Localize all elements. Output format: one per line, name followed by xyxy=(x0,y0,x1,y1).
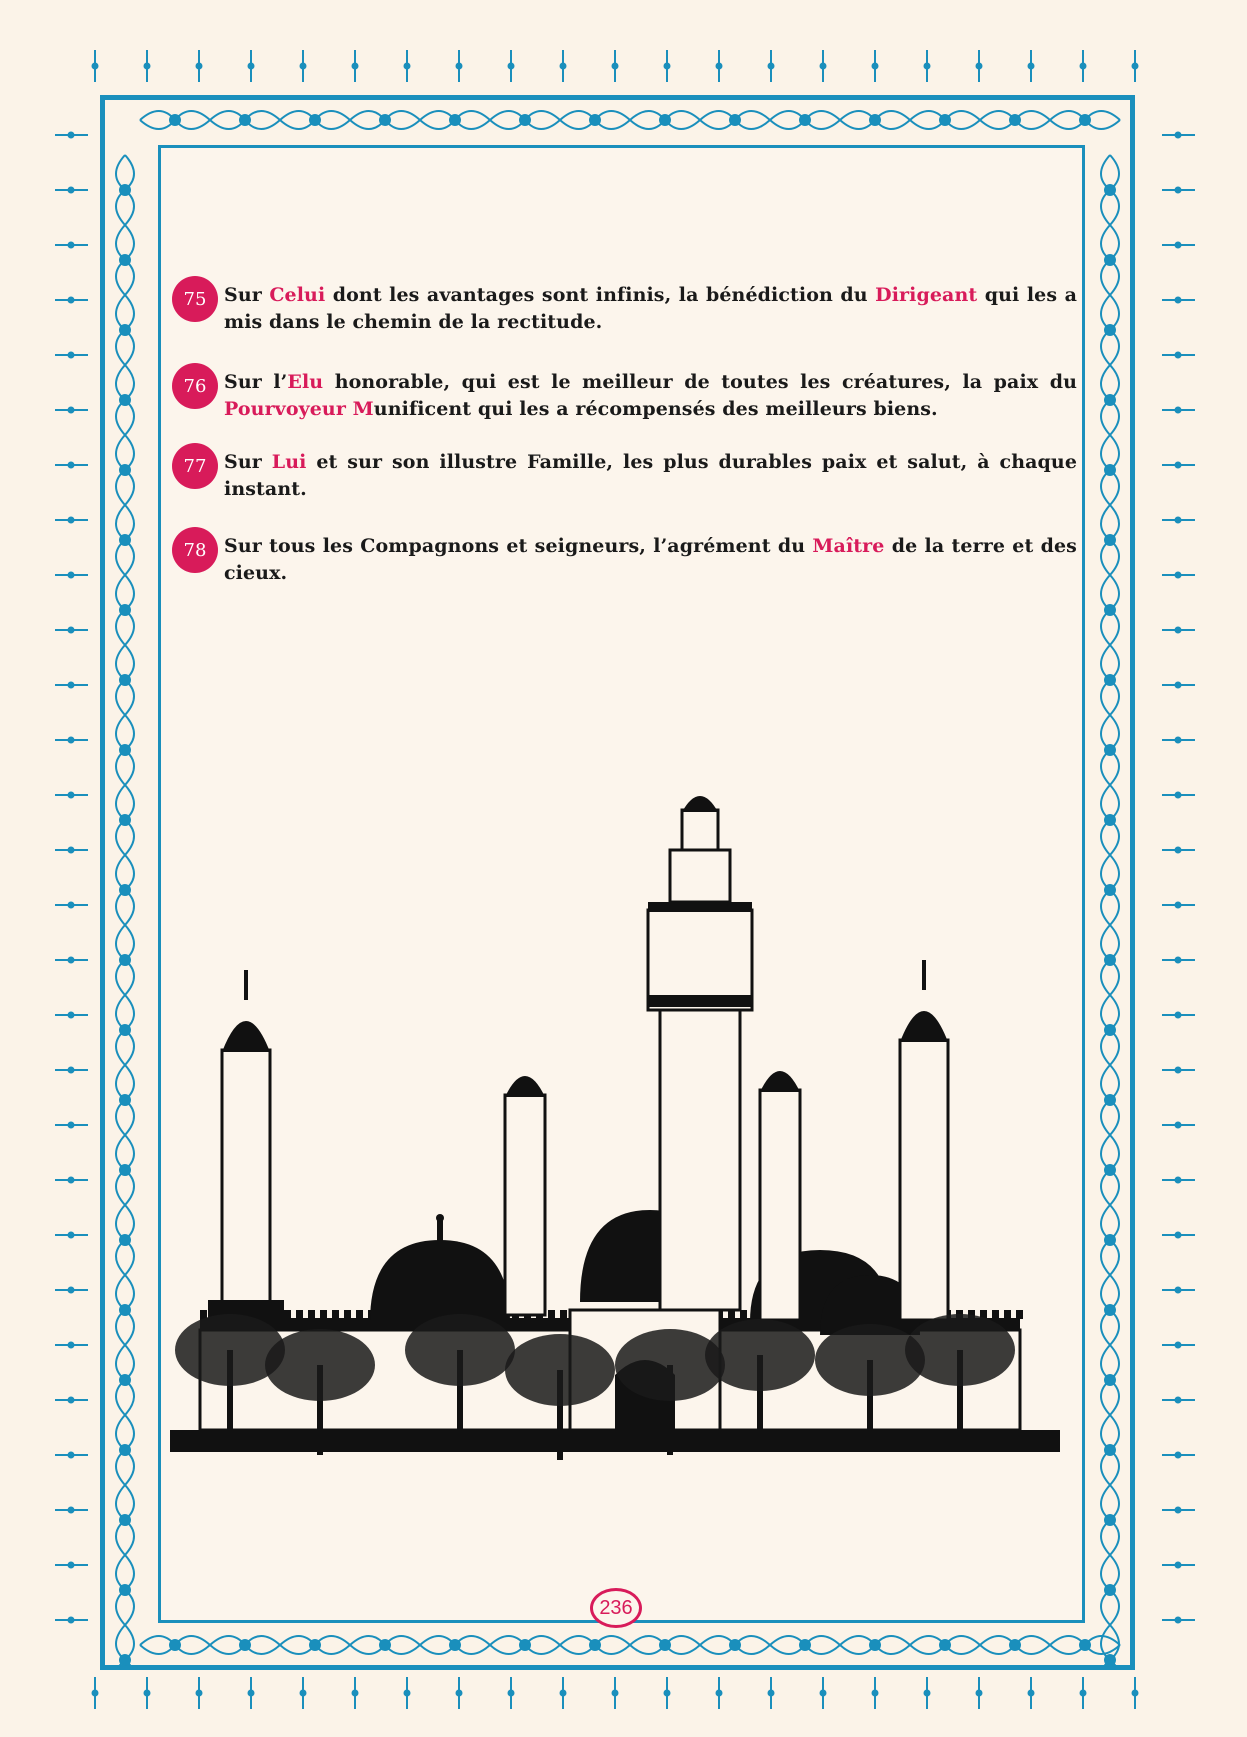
mosque-illustration xyxy=(170,790,1070,1490)
verse-text: Sur tous les Compagnons et seigneurs, l’agrément du Maître de la terre et des cieux. xyxy=(224,535,1077,584)
verse-78 xyxy=(172,533,1077,587)
verse-text: Sur Lui et sur son illustre Famille, les plus durables paix et salut, à chaque instant. xyxy=(224,451,1078,500)
page-number: 236 xyxy=(590,1588,642,1628)
verse-number-badge: 77 xyxy=(172,443,218,489)
verse-text: Sur l’Elu honorable, qui est le meilleur de toutes les créatures, la paix du Pourvoyeur Munificent qui les a récompensés des meilleurs biens. xyxy=(224,371,1077,420)
verse-number-badge: 78 xyxy=(172,527,218,573)
verse-number-badge: 76 xyxy=(172,363,218,409)
top-tick-row xyxy=(0,0,1247,90)
verse-76 xyxy=(172,369,1077,423)
left-tick-column xyxy=(0,0,90,1737)
verse-75 xyxy=(172,282,1077,336)
right-tick-column xyxy=(1157,0,1247,1737)
verse-text: Sur Celui dont les avantages sont infinis, la bénédiction du Dirigeant qui les a mis dans le chemin de la rectitude. xyxy=(224,284,1077,333)
verse-77 xyxy=(172,449,1077,503)
verse-number-badge: 75 xyxy=(172,276,218,322)
